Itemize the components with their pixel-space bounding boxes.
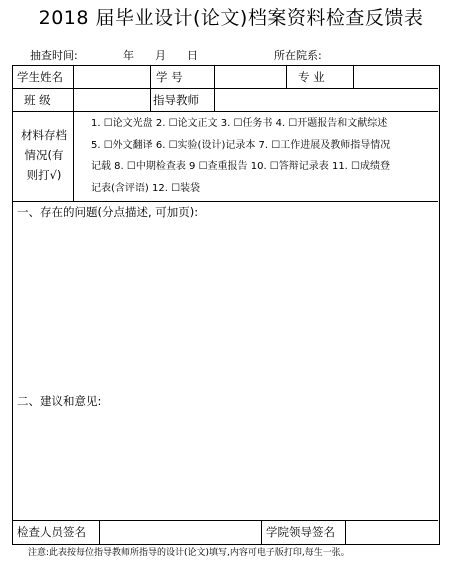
materials-label	[15, 125, 73, 185]
feedback-form-table	[12, 65, 440, 545]
materials-label-line: 情况(有	[24, 148, 64, 162]
issues-label: 一、存在的问题(分点描述, 可加页):	[17, 205, 199, 219]
col-divider	[150, 66, 151, 111]
inspector-sign-label: 检查人员签名	[17, 525, 86, 539]
student-name-label: 学生姓名	[17, 70, 63, 84]
materials-checklist	[91, 113, 435, 199]
row-divider	[13, 88, 438, 89]
day-label: 日	[187, 49, 198, 62]
checklist-line: 1. ☐论文光盘 2. ☐论文正文 3. ☐任务书 4. ☐开题报告和文献综述	[91, 118, 388, 129]
class-label: 班 级	[24, 93, 51, 107]
materials-label-line: 材料存档	[21, 128, 67, 142]
col-divider	[286, 66, 287, 88]
col-divider	[345, 520, 346, 544]
row-divider	[13, 201, 438, 202]
footer-note: 注意:此表按每位指导教师所指导的设计(论文)填写,内容可电子版打印,每生一张。	[28, 548, 350, 558]
department-label: 所在院系:	[274, 49, 322, 62]
leader-sign-label: 学院领导签名	[266, 525, 335, 539]
row-divider	[13, 520, 438, 521]
checklist-line: 5. ☐外文翻译 6. ☐实验(设计)记录本 7. ☐工作进展及教师指导情况	[91, 139, 391, 151]
checklist-line: 记载 8. ☐中期检查表 9 ☐查重报告 10. ☐答辩记录表 11. ☐成绩登	[91, 161, 390, 172]
materials-label-line: 则打√)	[26, 168, 62, 182]
col-divider	[73, 66, 74, 111]
major-label: 专 业	[298, 70, 325, 84]
check-time-label: 抽查时间:	[30, 49, 78, 62]
month-label: 月	[155, 49, 166, 62]
advisor-label: 指导教师	[153, 93, 199, 107]
col-divider	[73, 111, 74, 201]
year-label: 年	[123, 49, 134, 62]
col-divider	[353, 66, 354, 88]
col-divider	[99, 520, 100, 544]
suggestions-label: 二、建议和意见:	[17, 394, 102, 408]
row-divider	[13, 111, 438, 112]
col-divider	[214, 66, 215, 111]
col-divider	[261, 520, 262, 544]
student-id-label: 学 号	[156, 70, 183, 84]
page-title: 2018 届毕业设计(论文)档案资料检查反馈表	[38, 7, 424, 29]
checklist-line: 记表(含评语) 12. ☐装袋	[91, 182, 201, 194]
